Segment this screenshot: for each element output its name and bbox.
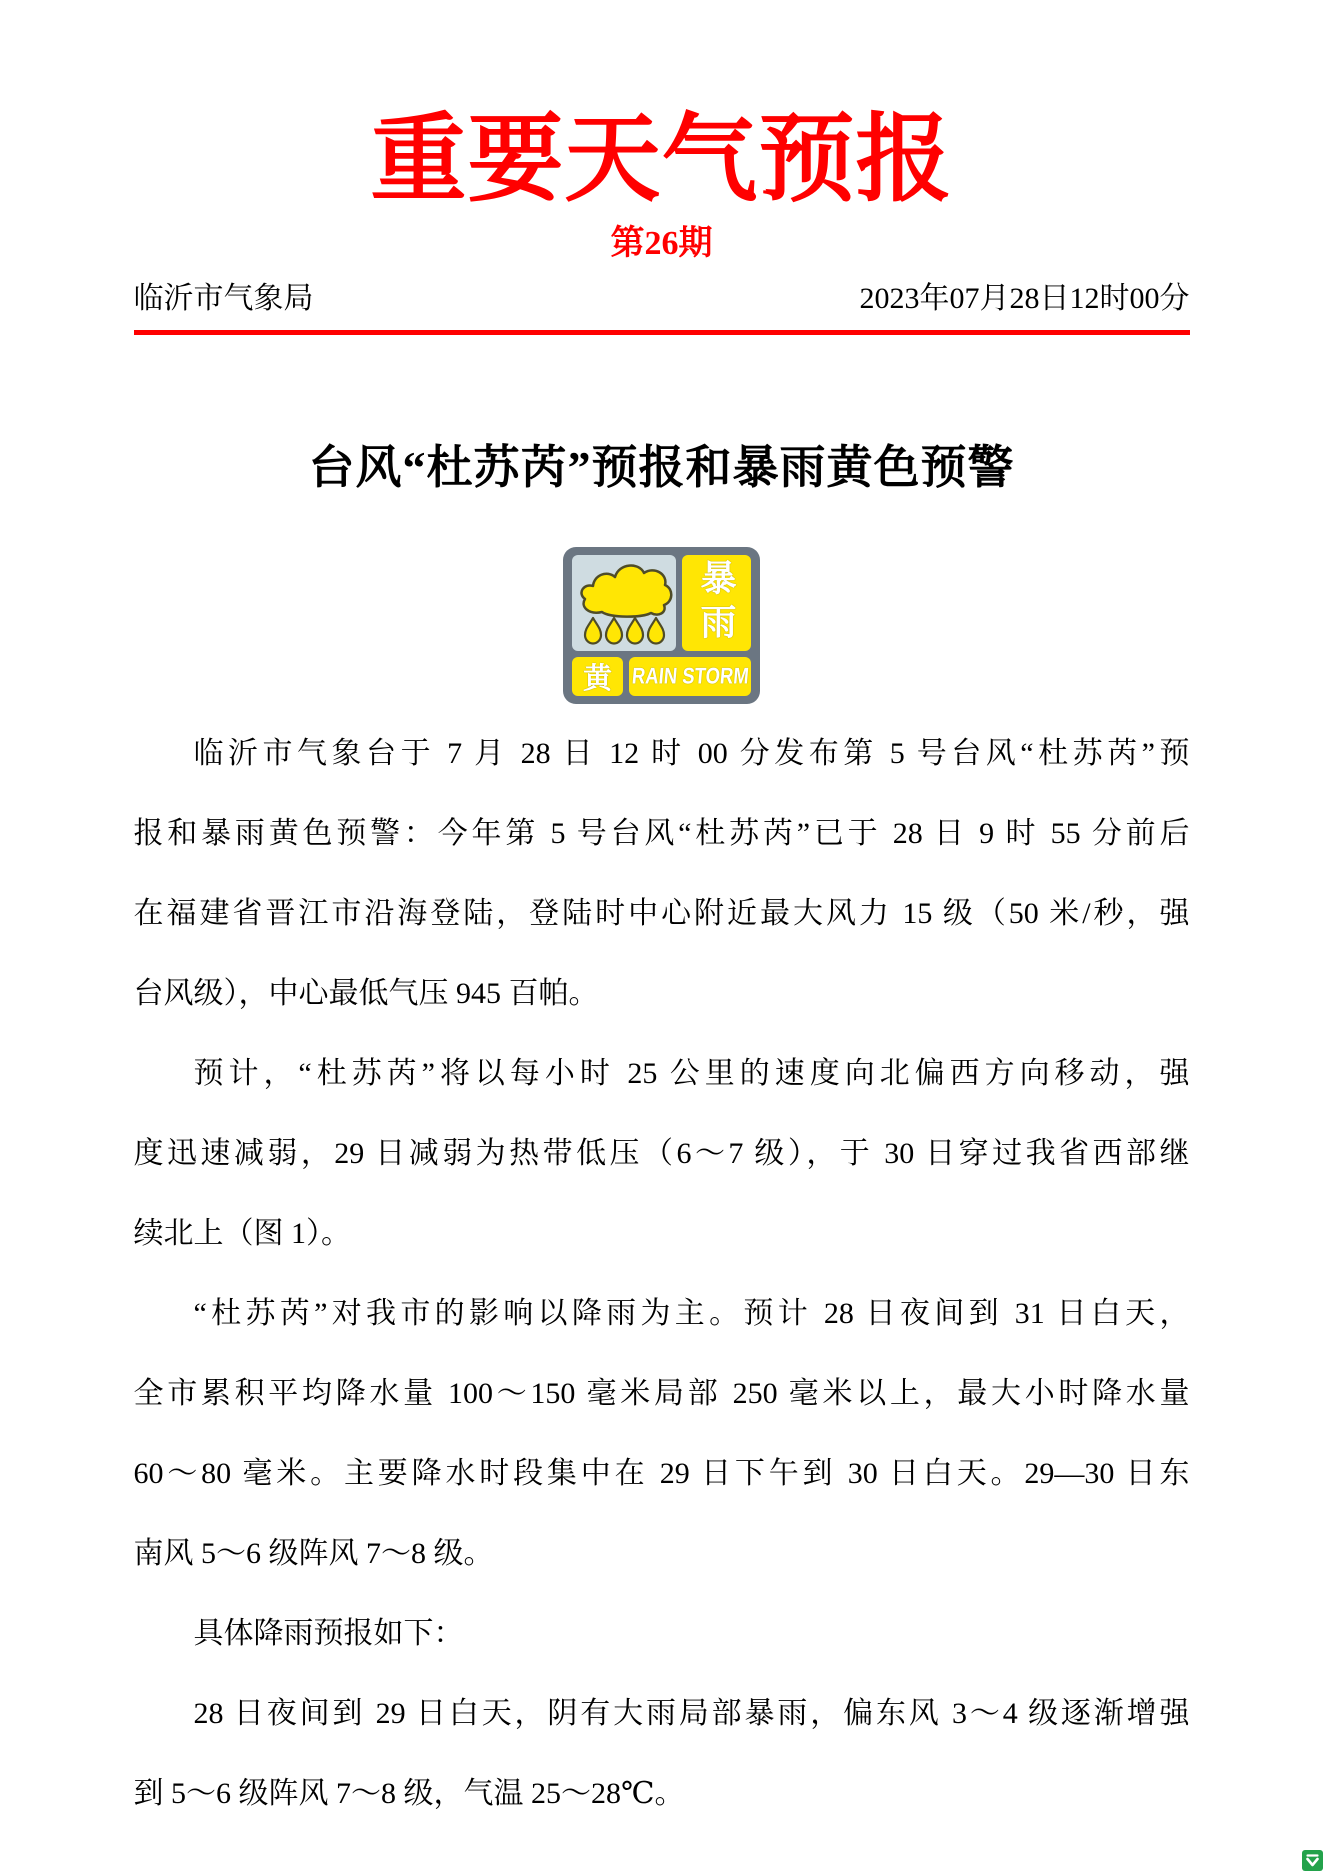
- body-line: 南风 5～6 级阵风 7～8 级。: [133, 1537, 494, 1570]
- download-status-badge[interactable]: [1302, 1850, 1323, 1871]
- body-line: 台风级），中心最低气压 945 百帕。: [133, 977, 599, 1010]
- issue-datetime: 2023年07月28日12时00分: [859, 282, 1190, 315]
- body-line: 全市累积平均降水量 100～150 毫米局部 250 毫米以上，最大小时降水量: [133, 1377, 1190, 1410]
- cloud-raindrops-icon: [572, 555, 676, 651]
- page-content: [134, 104, 1190, 1834]
- warning-type-cell: [682, 555, 751, 651]
- download-check-icon: [1302, 1850, 1323, 1871]
- document-body: [134, 714, 1190, 1834]
- agency-name: 临沂市气象局: [133, 282, 314, 315]
- body-line: 预计，“杜苏芮”将以每小时 25 公里的速度向北偏西方向移动，强: [193, 1057, 1190, 1090]
- page-title: 重要天气预报: [370, 106, 953, 213]
- warning-level-cell: [572, 657, 623, 696]
- body-line: 到 5～6 级阵风 7～8 级，气温 25～28℃。: [133, 1777, 685, 1810]
- body-line: 在福建省晋江市沿海登陆，登陆时中心附近最大风力 15 级（50 米/秒，强: [133, 897, 1190, 930]
- cloud-rain-pictogram: [572, 555, 676, 651]
- body-line: 续北上（图 1）。: [133, 1217, 351, 1250]
- header-divider: [134, 330, 1190, 335]
- body-line: 具体降雨预报如下：: [193, 1617, 464, 1650]
- warning-english-cell: [629, 657, 751, 696]
- warning-type-label: 暴雨: [696, 559, 737, 647]
- body-line: 报和暴雨黄色预警：今年第 5 号台风“杜苏芮”已于 28 日 9 时 55 分前后: [133, 817, 1190, 850]
- body-line: “杜苏芮”对我市的影响以降雨为主。预计 28 日夜间到 31 日白天，: [193, 1297, 1190, 1330]
- body-line: 28 日夜间到 29 日白天，阴有大雨局部暴雨，偏东风 3～4 级逐渐增强: [193, 1697, 1190, 1730]
- warning-level-label: 黄: [582, 663, 612, 695]
- warning-english-label: RAIN STORM: [630, 663, 750, 689]
- body-line: 度迅速减弱，29 日减弱为热带低压（6～7 级），于 30 日穿过我省西部继: [133, 1137, 1190, 1170]
- bulletin-heading: 台风“杜苏芮”预报和暴雨黄色预警: [308, 442, 1015, 493]
- rainstorm-yellow-warning-icon: [563, 547, 760, 704]
- body-line: 60～80 毫米。主要降水时段集中在 29 日下午到 30 日白天。29—30 日东: [133, 1457, 1190, 1490]
- body-line: 临沂市气象台于 7 月 28 日 12 时 00 分发布第 5 号台风“杜苏芮”预: [193, 737, 1190, 770]
- document-header: [134, 280, 1190, 318]
- issue-number: 第26期: [610, 225, 713, 262]
